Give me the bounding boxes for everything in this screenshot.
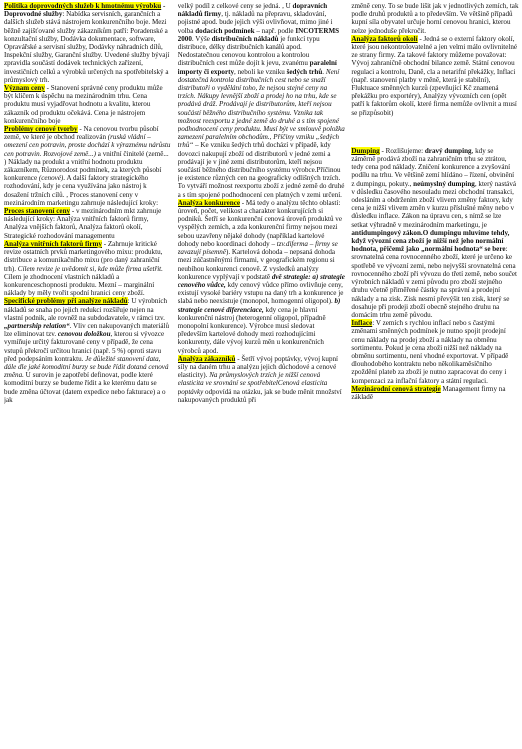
paragraph-dumping (351, 147, 519, 319)
text-specificke-partnership: „partnership relation“ (4, 321, 70, 330)
text-intro-6: , neboli ke vzniku (234, 67, 287, 76)
text-dumping-1: - Rozlišujeme: (379, 146, 425, 155)
text-zakazniku-1: - Šetří vývoj poptávky, vývoj kupní síly na daném trhu a analýzu jejich důchodové a cenové elasticity). (177, 354, 339, 380)
paragraph-doprovodne-sluzby (4, 2, 172, 84)
text-zmena-ceny: změně ceny. To se bude lišit jak v jednotlivých zemích, tak podle druhů produktů a to především. Ve většině případů kupní síla obyvatel určuje horní cenovou hranici, kterou nelze jednoduše překročit. (351, 2, 519, 35)
heading-analyza-faktoru-okoli: Analýza faktorů okolí (351, 34, 418, 43)
heading-problemy-tvorby: Problémy cenové tvorby (4, 125, 78, 134)
text-intro-4: . Výše (191, 34, 212, 43)
text-distribucni-naklady: distribučních nákladů (211, 34, 279, 43)
text-vnitrni-italic: Cílem revize je uvědomit si, kde může firma ušetřit. (17, 264, 163, 273)
text-konkurence-2: ). Kartelová dohoda – nepsaná dohoda mezi zúčastněnými firmami, v geografickém regionu si neubíhou konkurenci cenově. Z vysledků analýzy konkurence vyplývají v podstatě (177, 248, 336, 281)
text-intro-5: je funkcí typu distribuce, délky distribučních kanálů apod. Nedostatečnou cenovou kontrolou a kontrolou distribučních cest může dojít k jevu, zvanému (177, 34, 320, 68)
text-problemy-italic: (ruská vládní – omezení cen potravin, proste dochází k výraznému nárůstu cen potravin. Rozvojové země...) (4, 133, 171, 158)
paragraph-konkurence (178, 199, 346, 355)
paragraph-faktory-okoli (351, 35, 519, 117)
paragraph-zmena-ceny (351, 2, 519, 35)
text-specificke-italic: Je důležité stanovení data, dále dle jaké komoditní burzy se bude řídit dotaná cenová změna. (4, 354, 169, 380)
text-zakazniku-italic: Na průmyslových trzích je nižší cenová elasticita ve srovnání se spotřebitelCenová elasticita poptávky (177, 371, 328, 396)
text-konkurence-italic: tzv.diferma – firmy se zavazují písemně (177, 239, 338, 257)
column-gap (351, 117, 519, 147)
text-strategie-a: dvě strategie: a) strategie cenového vůdce, (177, 272, 345, 289)
text-italic-block: Není dostatečná kontrola distribučních cest nebo se snaží distributoři o vydělání toho, že nejsou stejné ceny na trzích. Nákupy levnější zboží a prodej ho na trhu, kde se prodává dráž. Prodávají je distributorům, kteří nejsou součástí běžného distribučního systému. Vznika tak možnost reexportu z jedné země do druhé a s tím spojené podhodnocení ceny produktu. Musí být ve smlouvě položka zamezení paralelním obchodům., Příčiny vzniku „šedých trhů“ (177, 67, 345, 150)
text-specificke-1: : U výrobních nákladů se snaha po jejich redukci rozšiřuje nejen na vlastní podnik, ale rovněž na subdodavatele, v rámci tzv. (4, 297, 168, 322)
text-dravy-dumping: dravý dumping (424, 146, 472, 155)
text-dumping-2: , kdy se záměrně prodává zboží na zahraničním trhu se ztrátou, tedy cena pod náklady. Zničení konkurence a zvyšování podílu na trhu. Ve většině zemí hlídáno – řízení, obvinění z dumpingu, pokuty., (351, 146, 515, 188)
text-grey-markets: – Ke vzniku šedých trhů dochází v případě, kdy dovozci nakupují zboží od distributorů v jedné zemi a prodávají je v jiné zemi distributorům, kteří nejsou součástí běžného distribučního systému výrobce.Příčinou je existence různých cen na geograficky odlišných trzích. To vytváří možnost reexportu zboží z jedné země do druhé a s tím spojené podhodnocení cen platných v zemi určení. (177, 141, 345, 199)
paragraph-naklady (178, 2, 346, 199)
text-vnitrni-1: - Zahrnuje kritické revize ostatních prvků marketingového mixu: produktu, distribuce a komunikačního mixu (pro daný zahraniční trh). (4, 239, 163, 273)
heading-politika-sluzeb: Politika doprovodných služeb k hmotnému výrobku (4, 2, 162, 10)
heading-vyznam-ceny: Význam ceny (4, 84, 45, 93)
text-konkurence-3: kdy cenový vůdce přímo ovlivňuje ceny, existují vysoké bariéry vstupu na daný trh a konkurence je slabá nebo neexistuje (monopol, homogenní oligopol). (177, 280, 344, 306)
text-neumyslny-dumping: neúmyslný dumping (413, 179, 475, 188)
column-left (4, 2, 172, 749)
column-middle (178, 2, 346, 749)
text-antidumpingovy-zakon: antidumpingový zákon.O dumpingu mluvíme tehdy, když vývozní cena zboží je nižší než jeho normální hodnota, přičemž jako „normální hodnota“ se bere (351, 228, 510, 254)
heading-proces-stanoveni: Proces stanovení ceny (4, 207, 71, 216)
text-doprovodne-sluzby: : Nabídka servisních, garančních a dalších služeb stává nástrojem konkurenčního boje. Mezi běžně zajišťované služby zákazníkům patří: Poradenské a konzultační služby, Dodávka dokumentace, software, Opravářské a servisní služby, Dodávky náhradních dílů, Inspekční služby, Garanční služby. Uvedené služby bývají zpravidla součástí dodávek technických zařízení, investičních celků a výrobků určených na spotřebitelský a průmyslový trh. (4, 10, 170, 84)
heading-analyza-zakazniku: Analýza zákazníků (177, 354, 236, 363)
text-strategie-b: b) strategie cenové diferenciace, (177, 297, 341, 314)
text-problemy-1: - Na cenovou tvorbu působí země, ve které je obchod realizován (4, 125, 159, 142)
paragraph-zakaznici (178, 355, 346, 404)
text-specificke-3: , kterou si vývozce vymíňuje určitý fakturované ceny v případě, že cena vstupů překročí určitou hranici (např. 5 %) oproti stavu před podepsáním kontraktu. (4, 330, 165, 363)
text-proces: - v mezinárodním mkt zahrnuje následující kroky: Analýza vnitřních faktorů firmy, Analýza vnějších faktorů, Analýza faktorů okolí, Strategické rozhodování managementu (4, 207, 162, 240)
text-intro-3: – např. podle (254, 26, 296, 35)
text-specificke-dolozka: cenovou doložkou (57, 330, 111, 339)
text-intro-2: , tj. nákladů na přepravu, skladování, pojistné apod. bude jejich výši ovlivňovat, mimo jiné i volba (177, 10, 333, 35)
paragraph-proces (4, 207, 172, 240)
heading-mezinarodni-strategie: Mezinárodní cenová strategie (351, 384, 441, 393)
paragraph-vnitrni-faktory (4, 240, 172, 297)
paragraph-mezinarodni-strategie (351, 385, 519, 401)
text-vyznam-ceny: - Stanovení správné ceny produktu může být klíčem k úspěchu na mezinárodním trhu. Cena produktu musí vyjadřovat hodnotu a kvalitu, kterou zákazník od produktu očekává. Cena je nástrojem konkurenčního boje (4, 84, 163, 125)
heading-analyza-konkurence: Analýza konkurence (177, 198, 241, 207)
heading-inflace: Inflace (351, 319, 373, 328)
text-inflace: : V zemích s rychlou inflací nebo s častými změnami směnných podmínek je nutno spojit prodejní cenu náklady na prodej zboží a náklady na obměnu sortimentu. Pokud je cena zboží nižší než náklady na obměnu sortimentu, není vhodné exportovat. V případě dlouhodobého kontraktu nebo několikaměsíčního zpoždění plateb za zboží je nutno zapracovat do ceny i kompenzaci za inflační faktory a státní regulaci. (351, 319, 509, 385)
text-specificke-2: . Vliv cen nakupovaných materiálů lze eliminovat tzv. (4, 321, 169, 339)
text-konkurence-1: - Má tedy o analýzu těchto oblastí: úroveň, počet, velikost a charakter konkurujících si podniků. Šetří se konkurenční cenová úroveň produktů ve vyspělých zemích, a zda konkurenční firmy nejsou mezi sebou uzavřeny nějaké dohody (například kartelové dohody nebo koordinaci dohody – (177, 198, 342, 248)
text-incoterms: INCOTERMS 2000 (177, 26, 340, 43)
text-specificke-4: U surovin je zapotřebí definovat, podle které komoditní burzy se budeme řídit a ke kterému datu se bude změna účtovat (datem expedice nebo fakturace) a o jak (4, 371, 166, 404)
text-konkurence-4: kdy cena je hlavní konkurenční nástroj (heterogenní oligopol, případně monopolní konkurence). Výrobce musí sledovat především kartelové dohody mezi rozhodujícími konkurenty, dále vývoj kurzů měn u konkurenčních výrobců apod. (177, 305, 326, 355)
text-problemy-2: a vnitřní činitelé (země... ) Náklady na produkt a vnitřní hodnotu produktu zákazníkem, Různorodost podmínek, za kterých působí konkurence (4, 149, 169, 183)
paragraph-inflace (351, 319, 519, 385)
text-intro-1: velký podíl z celkové ceny se jedná. , U (177, 2, 293, 10)
text-vnitrni-2: Cílem je zhodnocení vlastních nákladů a konkurenceschopnosti produktu. Mezní – marginální náklady by měly tvořit spodní hranici ceny zboží. (4, 272, 155, 298)
text-intro-7: . (322, 67, 326, 76)
paragraph-problemy-tvorby (4, 125, 172, 207)
text-paralelni-importy: paralelní importy či exporty (177, 59, 337, 76)
text-faktory-okoli: - Jedná se o externí faktory okolí, které jsou nekontrolovatelné a jen velmi málo ovlivnitelné ze strany firmy. Za takové faktory můžeme považovat: Vývoj zahraničně obchodní bilance země. Státní cenovou regulaci a kontrolu, Daně, cla a netarifní překážky, Inflaci (např. stanovení platby v měně, která je stabilní), Fluktuace směnných kurzů (zpevňující Kč znamená překážku pro exportéry), Analýzy vývozních cen (opět patří k faktorům okolí, které firma nemůže ovlivnit a musí se přizpůsobit) (351, 34, 518, 117)
text-dopravni-naklady: dopravních nákladů firmy (177, 2, 328, 19)
heading-analyza-vnitrnich: Analýza vnitřních faktorů firmy (4, 239, 102, 248)
heading-dumping: Dumping (351, 146, 380, 155)
text-problemy-italic2: (cenové) (38, 174, 64, 183)
text-dodaci-podminky: dodacích podmínek (195, 26, 255, 35)
column-right (351, 2, 519, 749)
paragraph-vyznam-ceny (4, 84, 172, 125)
text-dumping-3: , který nastává v důsledku časového nesouladu mezi obchodní transakci, odesláním a obdržením zboží vlivem změny faktory, kdy cena je nižší vlivem změn v kurzu příslušné měny nebo v důsledku inflace. Zákon na úpravu cen, s nímž se lze setkat výhradně v mezinárodním marketingu, je (351, 179, 517, 229)
text-problemy-3: . A další faktory strategického rozhodování, kdy je cena využívána jako nástroj k dosažení tržních cílů. , Proces stanovení ceny v mezinárodním marketingu zahrnuje následující kroky: (4, 174, 159, 207)
label-doprovodne-sluzby: - Doprovodné služby (4, 2, 166, 19)
text-sede-trhy: šedých trhů (286, 67, 323, 76)
text-mezinarodni: Management firmy na základě (351, 384, 506, 401)
text-zakazniku-2: odpovídá na otázku, jak se bude měnit množství nakupovaných produktů při (177, 387, 342, 404)
text-dumping-4: : srovnatelná cena rovnocenného zboží, které je určeno ke spotřebě ve vývozní zemi, nebo nejvyšší srovnatelná cena rovnocenného zboží při vývozu do třetí země, nebo součet výrobních nákladů v zemi původu pro zboží stejného druhu včetně přiměřené částky na správní a prodejní náklady a na zisk. Zisk nesmí převýšit ten zisk, který se dosahuje při prodeji zboží obecně stejného druhu na domácím trhu země původu. (351, 245, 518, 319)
paragraph-specificke (4, 297, 172, 404)
heading-specificke-problemy: Specifické problémy při analýze nákladů (4, 297, 128, 306)
